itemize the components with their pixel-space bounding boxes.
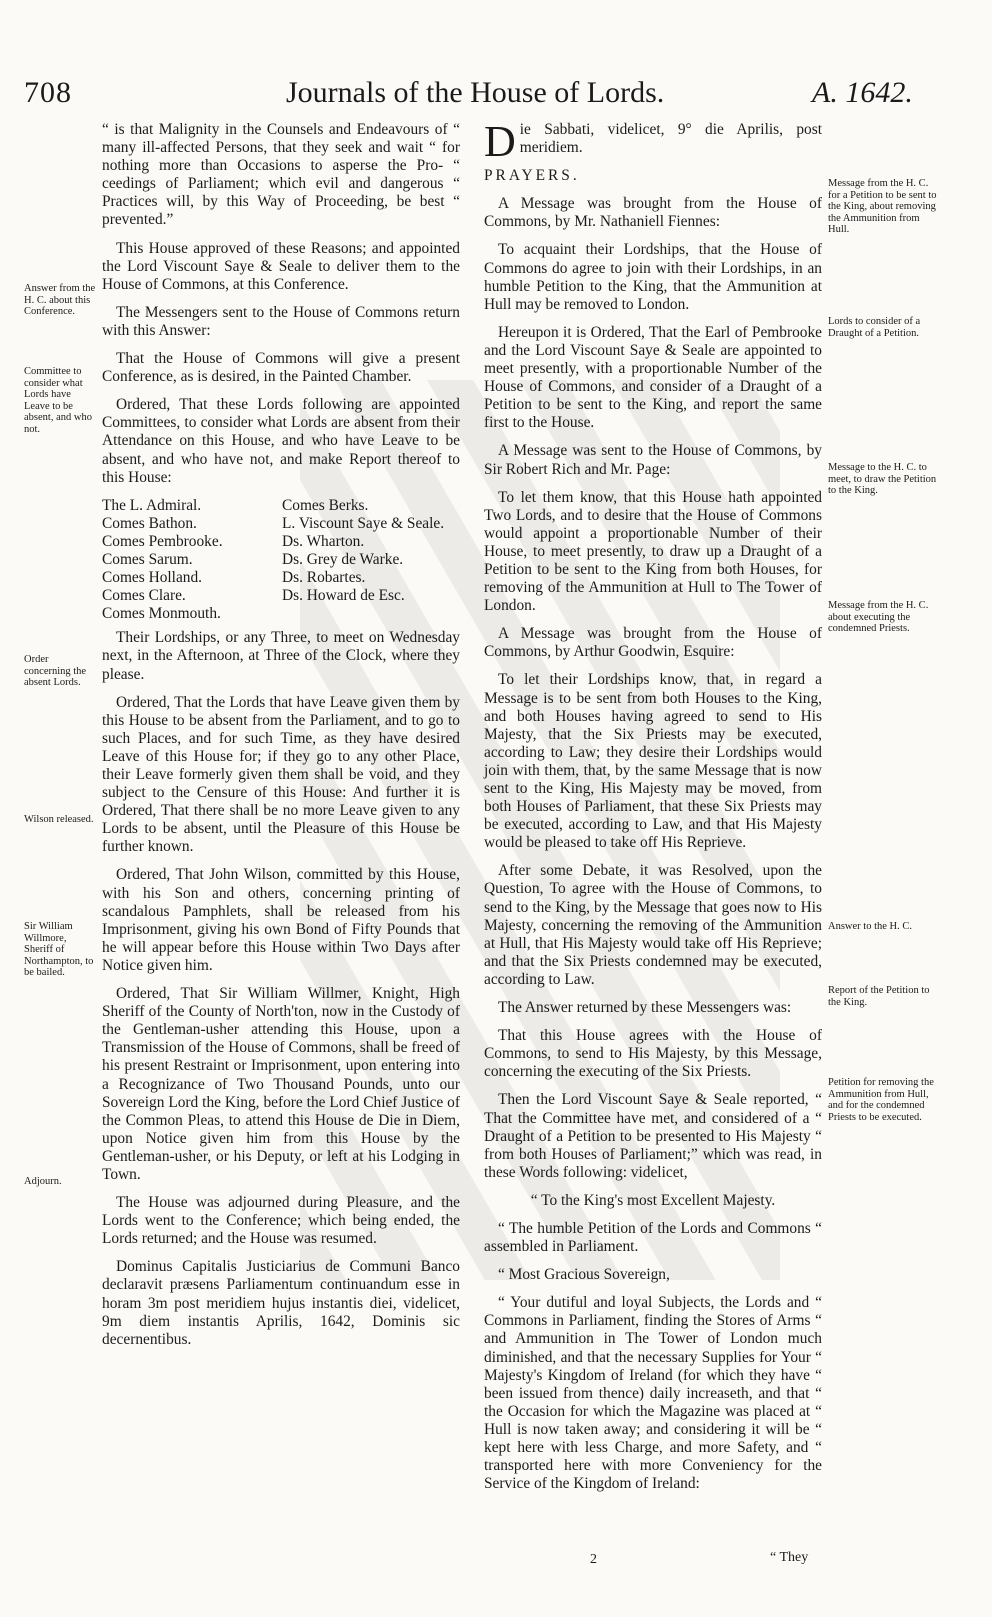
- paragraph: Hereupon it is Ordered, That the Earl of Pembrooke and the Lord Viscount Saye & Seale are appointed to meet presently, with a proportionable Number of the House of Commons, and consider of a Draught of a Petition to be sent to the King, and report the same first to the House.: [484, 323, 822, 432]
- salutation: “ Most Gracious Sovereign,: [498, 1266, 670, 1284]
- margin-note: Message from the H. C. about executing the condemned Priests.: [828, 600, 929, 634]
- lord-name: Ds. Grey de Warke.: [282, 550, 404, 568]
- paragraph: Dominus Capitalis Justiciarius de Communi Banco declaravit præsens Parliamentum continuandum esse in horam 3m post meridiem hujus instantis diei, videlicet, 9m diem instantis Aprilis, 1642, Dominis sic decernentibus.: [102, 1258, 460, 1348]
- paragraph: To let their Lordships know, that, in regard a Message is to be sent from both Houses to the King, and both Houses having agreed to send to His Majesty, that the Six Priests may be executed, according to Law; they desire their Lordships would join with them, that, by the same Message that is now sent to the King, His Majesty may be moved, from both Houses of Parliament, that these Six Priests may be executed, according to Law, and that His Majesty would be pleased to take off His Reprieve.: [484, 671, 822, 852]
- margin-note: Petition for removing the Ammunition from Hull, and for the condemned Priests to be executed.: [828, 1077, 934, 1123]
- paragraph: That the House of Commons will give a present Conference, as is desired, in the Painted Chamber.: [102, 350, 460, 386]
- journal-title: Journals of the House of Lords.: [286, 76, 665, 109]
- margin-note: Message from the H. C. for a Petition to be sent to the King, about removing the Ammunition from Hull.: [828, 178, 937, 235]
- paragraph: After some Debate, it was Resolved, upon the Question, To agree with the House of Commons, to send to the King, by the Message that goes now to His Majesty, concerning the removing of the Ammunition at Hull, that His Majesty would take off His Reprieve; and that the Six Priests condemned may be executed, according to Law.: [484, 862, 822, 988]
- margin-note: Message to the H. C. to meet, to draw the Petition to the King.: [828, 462, 937, 496]
- margin-note: Lords to consider of a Draught of a Petition.: [828, 316, 921, 339]
- paragraph: To acquaint their Lordships, that the House of Commons do agree to join with their Lordships, in an humble Petition to the King, that the Ammunition at Hull may be removed to London.: [484, 241, 822, 313]
- paragraph: Then the Lord Viscount Saye & Seale reported, “ That the Committee have met, and considered of a “ Draught of a Petition to be presented to His Majesty “ from both Houses of Parliament;” which was read, in these Words following: videlicet,: [484, 1091, 822, 1181]
- margin-note: Answer to the H. C.: [828, 921, 912, 932]
- lord-name: Ds. Howard de Esc.: [282, 587, 405, 605]
- lord-name: Comes Berks.: [282, 496, 369, 514]
- paragraph: To let them know, that this House hath appointed Two Lords, and to desire that the House of Commons would appoint a proportionable Number of their House, to meet presently, to draw up a Draught of a Petition to be sent to the King from both Houses, for removing of the Ammunition at Hull to The Tower of London.: [484, 488, 822, 615]
- catchword: “ They: [770, 1550, 809, 1565]
- margin-note: Report of the Petition to the King.: [828, 985, 930, 1008]
- lord-name: L. Viscount Saye & Seale.: [282, 514, 445, 532]
- margin-note: Sir William Willmore, Sheriff of Northampton, to be bailed.: [24, 921, 94, 978]
- date-text: ie Sabbati, videlicet, 9° die Aprilis, post meridiem.: [519, 121, 822, 157]
- lord-name: Comes Bathon.: [102, 514, 197, 532]
- paragraph: Ordered, That Sir William Willmer, Knight, High Sheriff of the County of North'ton, now in the Custody of the Gentleman-usher attending this House, upon a Transmission of the House of Commons, shall be freed of his present Restraint or Imprisonment, upon entering into a Recognizance of Two Thousand Pounds, unto our Sovereign Lord the King, before the Lord Chief Justice of the Common Pleas, to attend this House de Die in Diem, upon Notice given him from this House by the Gentleman-usher, or his Deputy, or left at his Lodging in Town.: [102, 985, 460, 1183]
- petition-title: “ The humble Petition of the Lords and Commons “ assembled in Parliament.: [484, 1219, 822, 1256]
- paragraph: A Message was brought from the House of Commons, by Mr. Nathaniell Fiennes:: [484, 195, 822, 231]
- lord-name: Comes Sarum.: [102, 550, 193, 568]
- paragraph: Ordered, That the Lords that have Leave given them by this House to be absent from the Parliament, and to go to such Places, and for such Time, as they have desired Leave of this House for; if they go to any other Place, their Leave formerly given them shall be void, and they subject to the Censure of this House: And further it is Ordered, That there shall be no more Leave given to any Lords to be absent, until the Pleasure of this House be further known.: [102, 693, 460, 856]
- lord-name: Ds. Wharton.: [282, 532, 365, 550]
- margin-note: Committee to consider what Lords have Leave to be absent, and who not.: [24, 366, 92, 435]
- paragraph: The Messengers sent to the House of Commons return with this Answer:: [102, 303, 460, 339]
- lords-list: [102, 497, 460, 624]
- margin-note: Wilson released.: [24, 814, 94, 825]
- right-column: [484, 117, 822, 1503]
- lord-name: Comes Clare.: [102, 587, 186, 605]
- prayers-heading: PRAYERS.: [484, 167, 580, 185]
- running-header: [0, 76, 992, 116]
- lord-name: Comes Holland.: [102, 569, 203, 587]
- paragraph: The House was adjourned during Pleasure, and the Lords went to the Conference; which being ended, the Lords returned; and the House was resumed.: [102, 1194, 460, 1248]
- paragraph: This House approved of these Reasons; and appointed the Lord Viscount Saye & Seale to deliver them to the House of Commons, at this Conference.: [102, 239, 460, 293]
- paragraph: A Message was sent to the House of Commons, by Sir Robert Rich and Mr. Page:: [484, 442, 822, 478]
- lord-name: The L. Admiral.: [102, 496, 202, 514]
- lord-name: Comes Monmouth.: [102, 605, 221, 623]
- signature-mark: 2: [590, 1552, 597, 1567]
- lord-name: Ds. Robartes.: [282, 569, 366, 587]
- paragraph: That this House agrees with the House of Commons, to send to His Majesty, by this Message, concerning the executing of the Six Priests.: [484, 1027, 822, 1081]
- paragraph: A Message was brought from the House of Commons, by Arthur Goodwin, Esquire:: [484, 625, 822, 661]
- paragraph: “ Your dutiful and loyal Subjects, the Lords and “ Commons in Parliament, finding the Stores of Arms “ and Ammunition in The Tower of London much diminished, and that the necessary Supplies for Your “ Majesty's Kingdom of Ireland (for which they have “ been issued from thence) daily increaseth, and that “ the Occasion for which the Magazine was placed at “ Hull is now taken away; and considering it will be “ kept here with less Charge, and more Safety, and “ transported here with more Conveniency for the Service of the Kingdom of Ireland:: [484, 1294, 822, 1493]
- paragraph: Their Lordships, or any Three, to meet on Wednesday next, in the Afternoon, at Three of the Clock, where they please.: [102, 629, 460, 683]
- page-number: 708: [24, 76, 72, 109]
- quote-end: “ is that Malignity in the Counsels and Endeavours of “ many ill-affected Persons, that they seek and wait “ for nothing more than Occasions to asperse the Pro- “ ceedings of Parliament; which evil and dangerous “ Practices will, by this Way of Proceeding, be best “ prevented.”: [102, 121, 460, 229]
- left-column: [102, 121, 460, 1359]
- paragraph: The Answer returned by these Messengers was:: [498, 999, 792, 1017]
- sitting-date: [484, 117, 822, 166]
- paragraph: Ordered, That these Lords following are appointed Committees, to consider what Lords are absent from their Attendance on this House, and who have Leave to be absent, and who have not, and make Report thereof to this House:: [102, 396, 460, 486]
- year-label: A. 1642.: [812, 76, 913, 109]
- petition-address: “ To the King's most Excellent Majesty.: [530, 1191, 776, 1209]
- margin-note: Order concerning the absent Lords.: [24, 654, 87, 688]
- margin-note: Adjourn.: [24, 1176, 62, 1187]
- margin-note: Answer from the H. C. about this Conference.: [24, 283, 96, 317]
- paragraph: Ordered, That John Wilson, committed by this House, with his Son and others, concerning printing of scandalous Pamphlets, shall be released from his Imprisonment, giving his own Bond of Fifty Pounds that he will appear before this House within Two Days after Notice given him.: [102, 866, 460, 974]
- drop-cap: D: [484, 117, 516, 166]
- lord-name: Comes Pembrooke.: [102, 532, 223, 550]
